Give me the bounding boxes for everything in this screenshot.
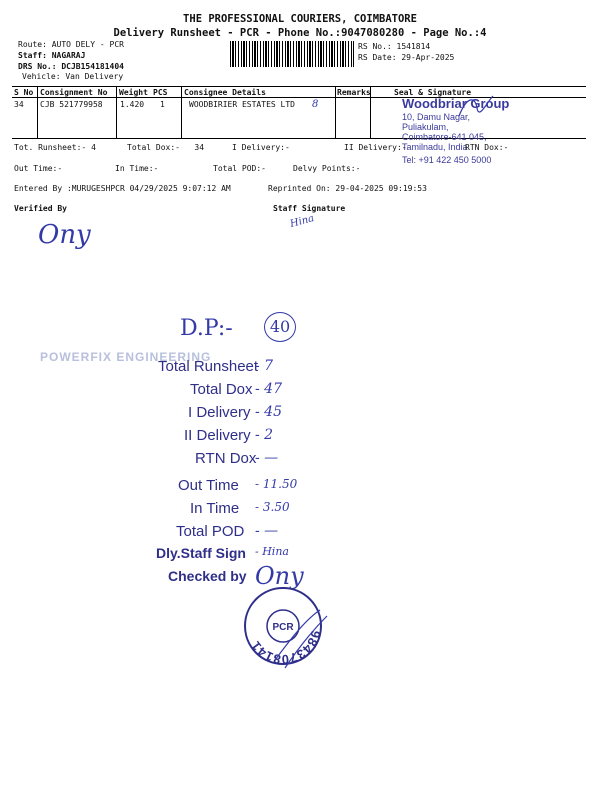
seal-stamp-line1: 10, Damu Nagar,	[402, 112, 471, 122]
total-runsheet-label: Total Runsheet	[158, 358, 259, 375]
total-dox: Total Dox:- 34	[127, 143, 205, 152]
staff-signature-label: Staff Signature	[273, 204, 346, 213]
col-weight: Weight	[119, 88, 148, 97]
total-dox-label: Total Dox	[190, 381, 253, 398]
rtn-dox-label: RTN Dox	[195, 450, 257, 467]
round-stamp-number: 9843708141	[247, 628, 324, 668]
i-delivery: I Delivery:-	[232, 143, 290, 152]
round-stamp-center: PCR	[272, 622, 294, 633]
entered-by: Entered By :MURUGESHPCR 04/29/2025 9:07:12 AM	[14, 184, 231, 193]
dp-value: 40	[264, 312, 296, 342]
company-title: THE PROFESSIONAL COURIERS, COIMBATORE	[183, 13, 417, 25]
pcr-round-stamp-icon	[235, 580, 335, 680]
total-pod-value: - —	[255, 523, 279, 539]
verifier-signature: Ony	[38, 220, 91, 250]
col-sno: S No	[14, 88, 34, 97]
checked-by-label: Checked by	[168, 568, 247, 584]
seal-stamp-name: Woodbriar Group	[402, 96, 510, 111]
delvy-points: Delvy Points:-	[293, 164, 361, 173]
in-time-value: - 3.50	[255, 500, 290, 514]
ii-delivery-label: II Delivery	[184, 427, 251, 444]
col-pcs: PCS	[153, 88, 168, 97]
col-seal: Seal & Signature	[394, 88, 472, 97]
table-top-rule	[12, 86, 586, 87]
seal-signature-scribble-icon	[455, 92, 495, 122]
drs-number: DRS No.: DCJB154181404	[18, 62, 124, 71]
i-delivery-value: - 45	[255, 404, 282, 420]
total-runsheet: Tot. Runsheet:- 4	[14, 143, 96, 152]
total-runsheet-value: - 7	[255, 358, 274, 374]
in-time: In Time:-	[115, 164, 159, 173]
svg-text:9843708141	[248, 629, 324, 667]
col-consignment: Consignment No	[40, 88, 108, 97]
total-pod-label: Total POD	[176, 523, 245, 540]
row-consignment: CJB 521779958	[40, 100, 103, 109]
seal-stamp-line3: Coimbatore-641 045,	[402, 132, 487, 142]
table-bottom-rule	[12, 138, 586, 139]
dly-staff-sign-label: Dly.Staff Sign	[156, 545, 246, 561]
out-time-value: - 11.50	[255, 477, 298, 491]
runsheet-subtitle: Delivery Runsheet - PCR - Phone No.:9047080280 - Page No.:4	[113, 27, 487, 39]
row-weight: 1.420	[120, 100, 145, 109]
verified-by-label: Verified By	[14, 204, 67, 213]
i-delivery-label: I Delivery	[188, 404, 251, 421]
row-consignee: WOODBIRIER ESTATES LTD	[189, 100, 295, 109]
rs-date: RS Date: 29-Apr-2025	[358, 53, 455, 62]
seal-stamp-phone: Tel: +91 422 450 5000	[402, 155, 492, 165]
row-pcs: 1	[160, 100, 165, 109]
seal-stamp-line2: Puliakulam,	[402, 122, 449, 132]
ii-delivery: II Delivery:-	[344, 143, 407, 152]
rs-number: RS No.: 1541814	[358, 42, 431, 51]
total-pod: Total POD:-	[213, 164, 266, 173]
ii-delivery-value: - 2	[255, 427, 274, 443]
rtn-dox: RTN Dox:-	[465, 143, 509, 152]
checked-by-signature: Ony	[255, 562, 304, 590]
row-consignee-mark: 8	[312, 99, 319, 110]
reprinted-on: Reprinted On: 29-04-2025 09:19:53	[268, 184, 427, 193]
out-time: Out Time:-	[14, 164, 63, 173]
row-sno: 34	[14, 100, 24, 109]
col-consignee: Consignee Details	[184, 88, 266, 97]
dp-label: D.P:-	[180, 316, 233, 341]
dly-staff-sign-value: - Hina	[255, 545, 289, 558]
route-text: Route: AUTO DELY - PCR	[18, 40, 124, 49]
faded-company-stamp: POWERFIX ENGINEERING	[40, 350, 212, 364]
staff-text: Staff: NAGARAJ	[18, 51, 86, 60]
out-time-label: Out Time	[178, 477, 239, 494]
in-time-label: In Time	[190, 500, 240, 517]
seal-stamp-line4: Tamilnadu, India	[402, 142, 468, 152]
staff-signature: Hina	[288, 213, 316, 230]
rtn-dox-value: - —	[255, 450, 279, 466]
barcode	[230, 41, 354, 67]
total-dox-value: - 47	[255, 381, 282, 397]
col-remarks: Remarks	[337, 88, 371, 97]
vehicle-text: Vehicle: Van Delivery	[22, 72, 124, 81]
